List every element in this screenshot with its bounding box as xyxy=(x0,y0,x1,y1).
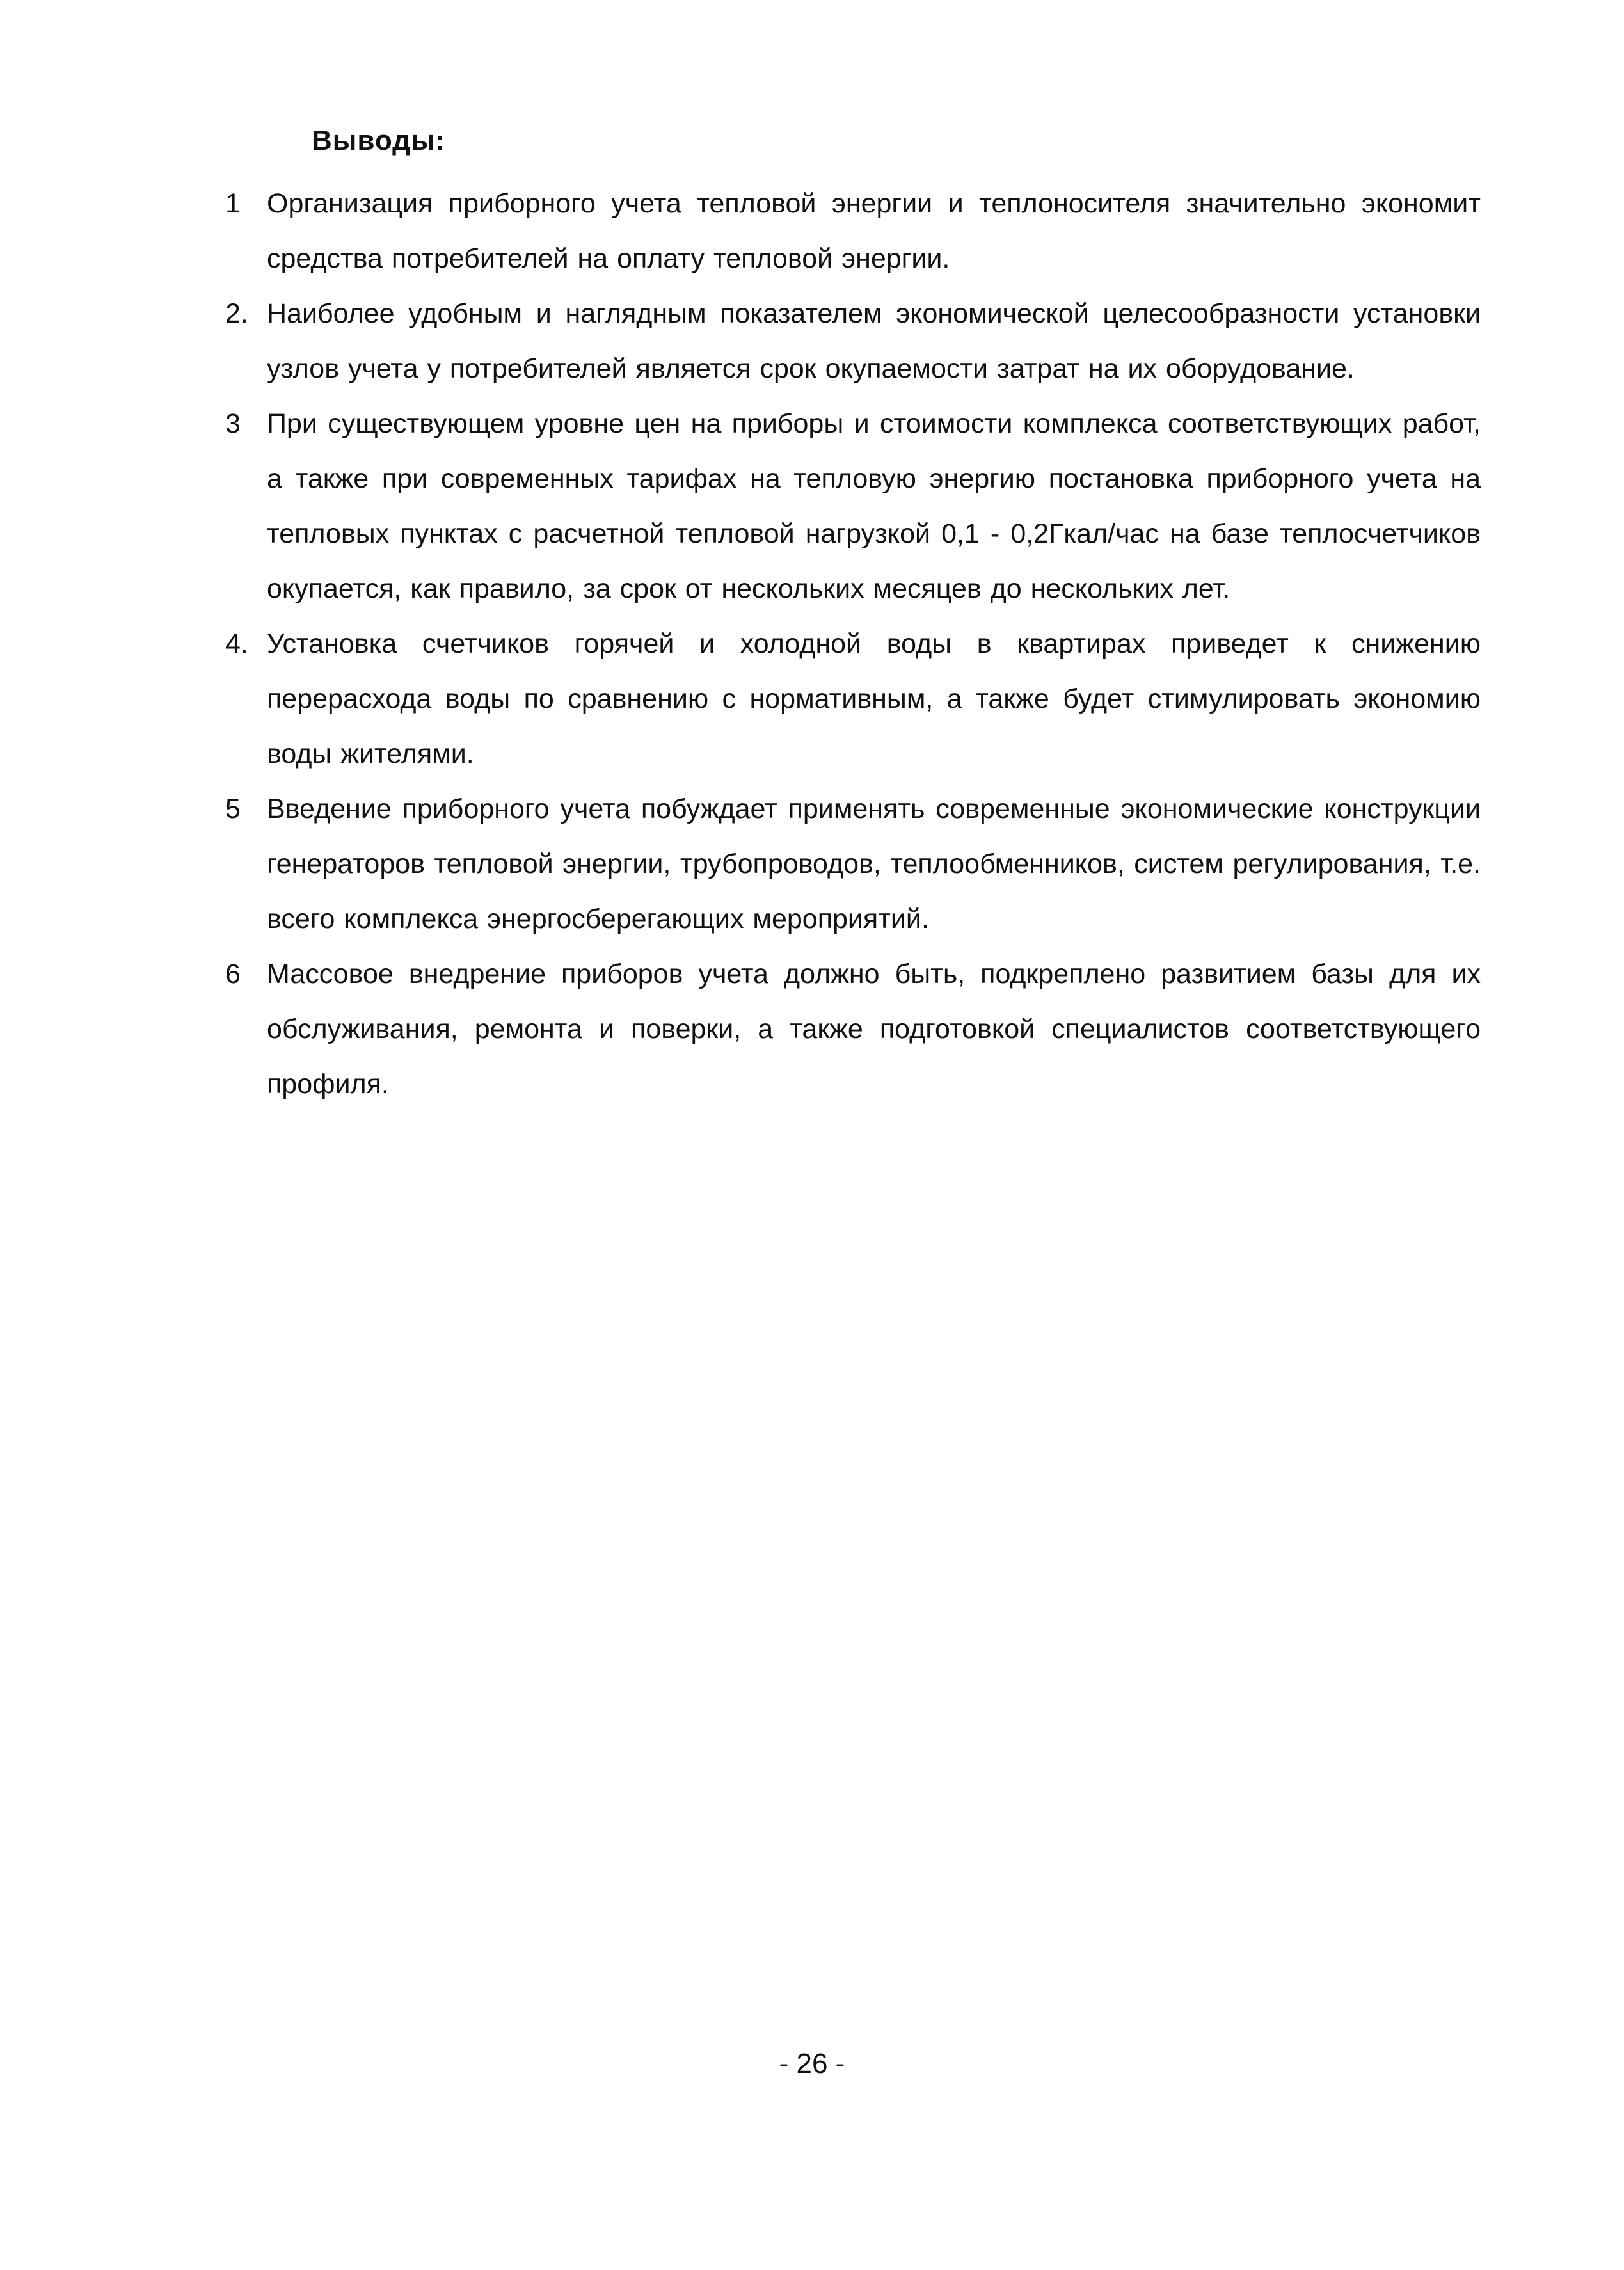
item-text: Введение приборного учета побуждает применять современные экономические конструкции генераторов тепловой энергии, трубопроводов, теплообменников, систем регулирования, т.е. всего комплекса энергосберегающих мероприятий. xyxy=(267,794,1481,934)
item-text: Установка счетчиков горячей и холодной воды в квартирах приведет к снижению перерасхода воды по сравнению с нормативным, а также будет стимулировать экономию воды жителями. xyxy=(267,628,1481,769)
item-number: 2. xyxy=(225,298,248,329)
page-number: - 26 - xyxy=(779,2048,845,2079)
item-number: 5 xyxy=(225,794,241,824)
conclusion-item xyxy=(225,286,1481,396)
item-text: Организация приборного учета тепловой энергии и теплоносителя значительно экономит средства потребителей на оплату тепловой энергии. xyxy=(267,188,1481,274)
conclusion-item xyxy=(225,396,1481,616)
conclusions-list xyxy=(225,176,1481,1112)
item-number: 3 xyxy=(225,408,241,439)
item-number: 1 xyxy=(225,188,241,219)
item-text: Наиболее удобным и наглядным показателем экономической целесообразности установки узлов учета у потребителей является срок окупаемости затрат на их оборудование. xyxy=(267,298,1481,384)
item-number: 6 xyxy=(225,959,241,989)
conclusions-heading: Выводы: xyxy=(312,125,446,156)
conclusion-item xyxy=(225,947,1481,1112)
item-number: 4. xyxy=(225,628,248,659)
conclusion-item xyxy=(225,616,1481,781)
conclusion-item xyxy=(225,176,1481,286)
conclusion-item xyxy=(225,781,1481,947)
item-text: Массовое внедрение приборов учета должно быть, подкреплено развитием базы для их обслуживания, ремонта и поверки, а также подготовкой специалистов соответствующего профиля. xyxy=(267,959,1481,1099)
item-text: При существующем уровне цен на приборы и стоимости комплекса соответствующих работ, а также при современных тарифах на тепловую энергию постановка приборного учета на тепловых пунктах с расчетной тепловой нагрузкой 0,1 - 0,2Гкал/час на базе теплосчетчиков окупается, как правило, за срок от нескольких месяцев до нескольких лет. xyxy=(267,408,1481,604)
